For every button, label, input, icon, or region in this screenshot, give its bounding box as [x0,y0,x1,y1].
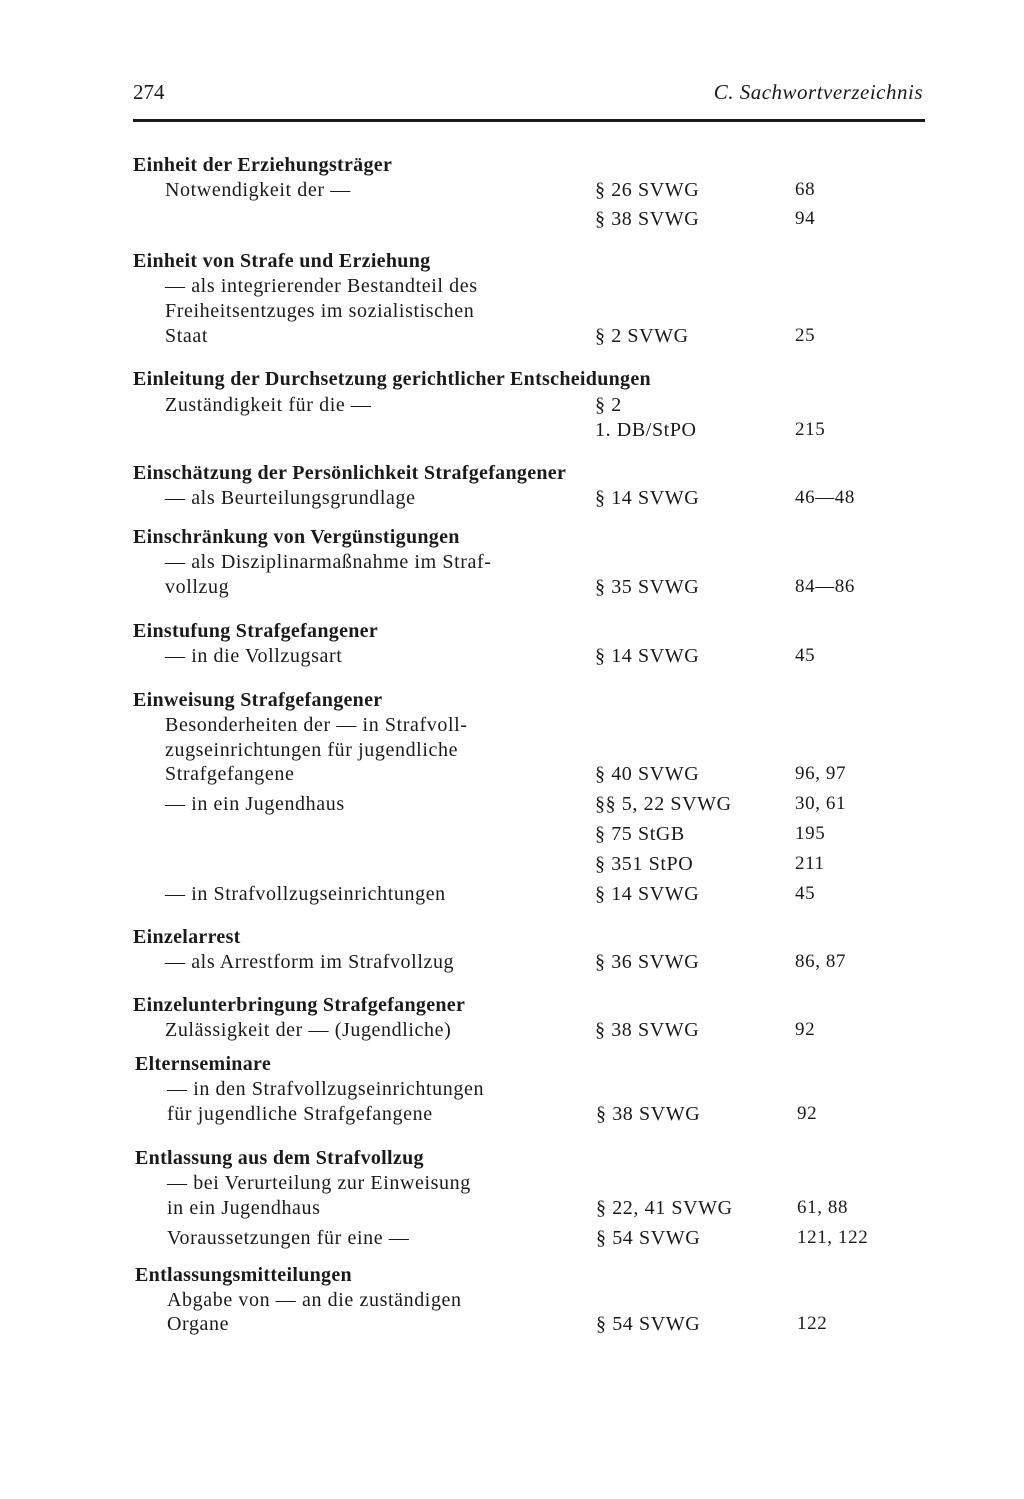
entry-line: — als Disziplinarmaßnahme im Straf- [165,551,492,573]
entry-line: Abgabe von — an die zuständigen [167,1289,462,1311]
entry-heading: Einzelunterbringung Strafgefangener [133,994,466,1016]
entry-line: Zuständigkeit für die — [165,394,372,416]
law-reference: § 14 SVWG [595,487,700,509]
law-reference: § 2 [595,394,622,416]
law-reference: 1. DB/StPO [595,419,697,441]
law-reference: § 351 StPO [595,853,694,875]
entry-heading: Einstufung Strafgefangener [133,620,379,642]
law-reference: § 54 SVWG [596,1313,701,1335]
page-reference: 195 [795,823,826,844]
page-reference: 25 [795,325,816,346]
law-reference: § 14 SVWG [595,645,700,667]
entry-line: Zulässigkeit der — (Jugendliche) [165,1019,452,1041]
entry-heading: Elternseminare [135,1053,272,1075]
entry-line: Strafgefangene [165,763,295,785]
entry-line: — in ein Jugendhaus [165,793,345,815]
law-reference: § 35 SVWG [595,576,700,598]
law-reference: § 75 StGB [595,823,685,845]
page-reference: 94 [795,208,816,229]
page-reference: 86, 87 [795,951,847,972]
law-reference: § 40 SVWG [595,763,700,785]
entry-line: Voraussetzungen für eine — [167,1227,410,1249]
page-reference: 61, 88 [797,1197,849,1218]
law-reference: § 38 SVWG [595,1019,700,1041]
entry-heading: Einschätzung der Persönlichkeit Strafgefangener [133,462,567,484]
law-reference: § 14 SVWG [595,883,700,905]
entry-heading: Einweisung Strafgefangener [133,689,383,711]
entry-line: Staat [165,325,208,347]
entry-line: — als Arrestform im Strafvollzug [165,951,455,973]
entry-line: zugseinrichtungen für jugendliche [165,739,459,761]
page-header [133,80,923,112]
entry-heading: Einleitung der Durchsetzung gerichtlicher Entscheidungen [133,368,651,390]
page-reference: 68 [795,179,816,200]
entry-line: — in den Strafvollzugseinrichtungen [167,1078,485,1100]
law-reference: § 26 SVWG [595,179,700,201]
law-reference: § 38 SVWG [595,208,700,230]
entry-line: — in Strafvollzugseinrichtungen [165,883,446,905]
entry-line: Organe [167,1313,230,1335]
law-reference: § 2 SVWG [595,325,689,347]
page-reference: 45 [795,645,816,666]
page-reference: 96, 97 [795,763,847,784]
page-reference: 92 [797,1103,818,1124]
entry-line: Freiheitsentzuges im sozialistischen [165,300,475,322]
page-reference: 30, 61 [795,793,847,814]
entry-line: — bei Verurteilung zur Einweisung [167,1172,471,1194]
page-reference: 121, 122 [797,1227,869,1248]
page-reference: 92 [795,1019,816,1040]
entry-line: Besonderheiten der — in Strafvoll- [165,714,468,736]
page-reference: 45 [795,883,816,904]
entry-heading: Entlassungsmitteilungen [135,1264,352,1286]
entry-heading: Einheit von Strafe und Erziehung [133,250,431,272]
entry-line: — in die Vollzugsart [165,645,343,667]
entry-heading: Entlassung aus dem Strafvollzug [135,1147,424,1169]
law-reference: §§ 5, 22 SVWG [595,793,732,815]
law-reference: § 54 SVWG [596,1227,701,1249]
entry-line: in ein Jugendhaus [167,1197,321,1219]
entry-line: vollzug [165,576,230,598]
header-rule [133,119,925,122]
entry-line: für jugendliche Strafgefangene [167,1103,433,1125]
page-reference: 211 [795,853,825,874]
page-reference: 122 [797,1313,828,1334]
law-reference: § 38 SVWG [596,1103,701,1125]
page-reference: 84—86 [795,576,855,597]
entry-heading: Einheit der Erziehungsträger [133,154,393,176]
entry-heading: Einschränkung von Vergünstigungen [133,526,460,548]
entry-line: Notwendigkeit der — [165,179,351,201]
running-head: C. Sachwortverzeichnis [713,80,923,104]
page-reference: 46—48 [795,487,855,508]
entry-line: — als Beurteilungsgrundlage [165,487,416,509]
law-reference: § 22, 41 SVWG [596,1197,733,1219]
page-reference: 215 [795,419,826,440]
entry-line: — als integrierender Bestandteil des [165,275,478,297]
law-reference: § 36 SVWG [595,951,700,973]
entry-heading: Einzelarrest [133,926,241,948]
page-number: 274 [133,80,165,104]
